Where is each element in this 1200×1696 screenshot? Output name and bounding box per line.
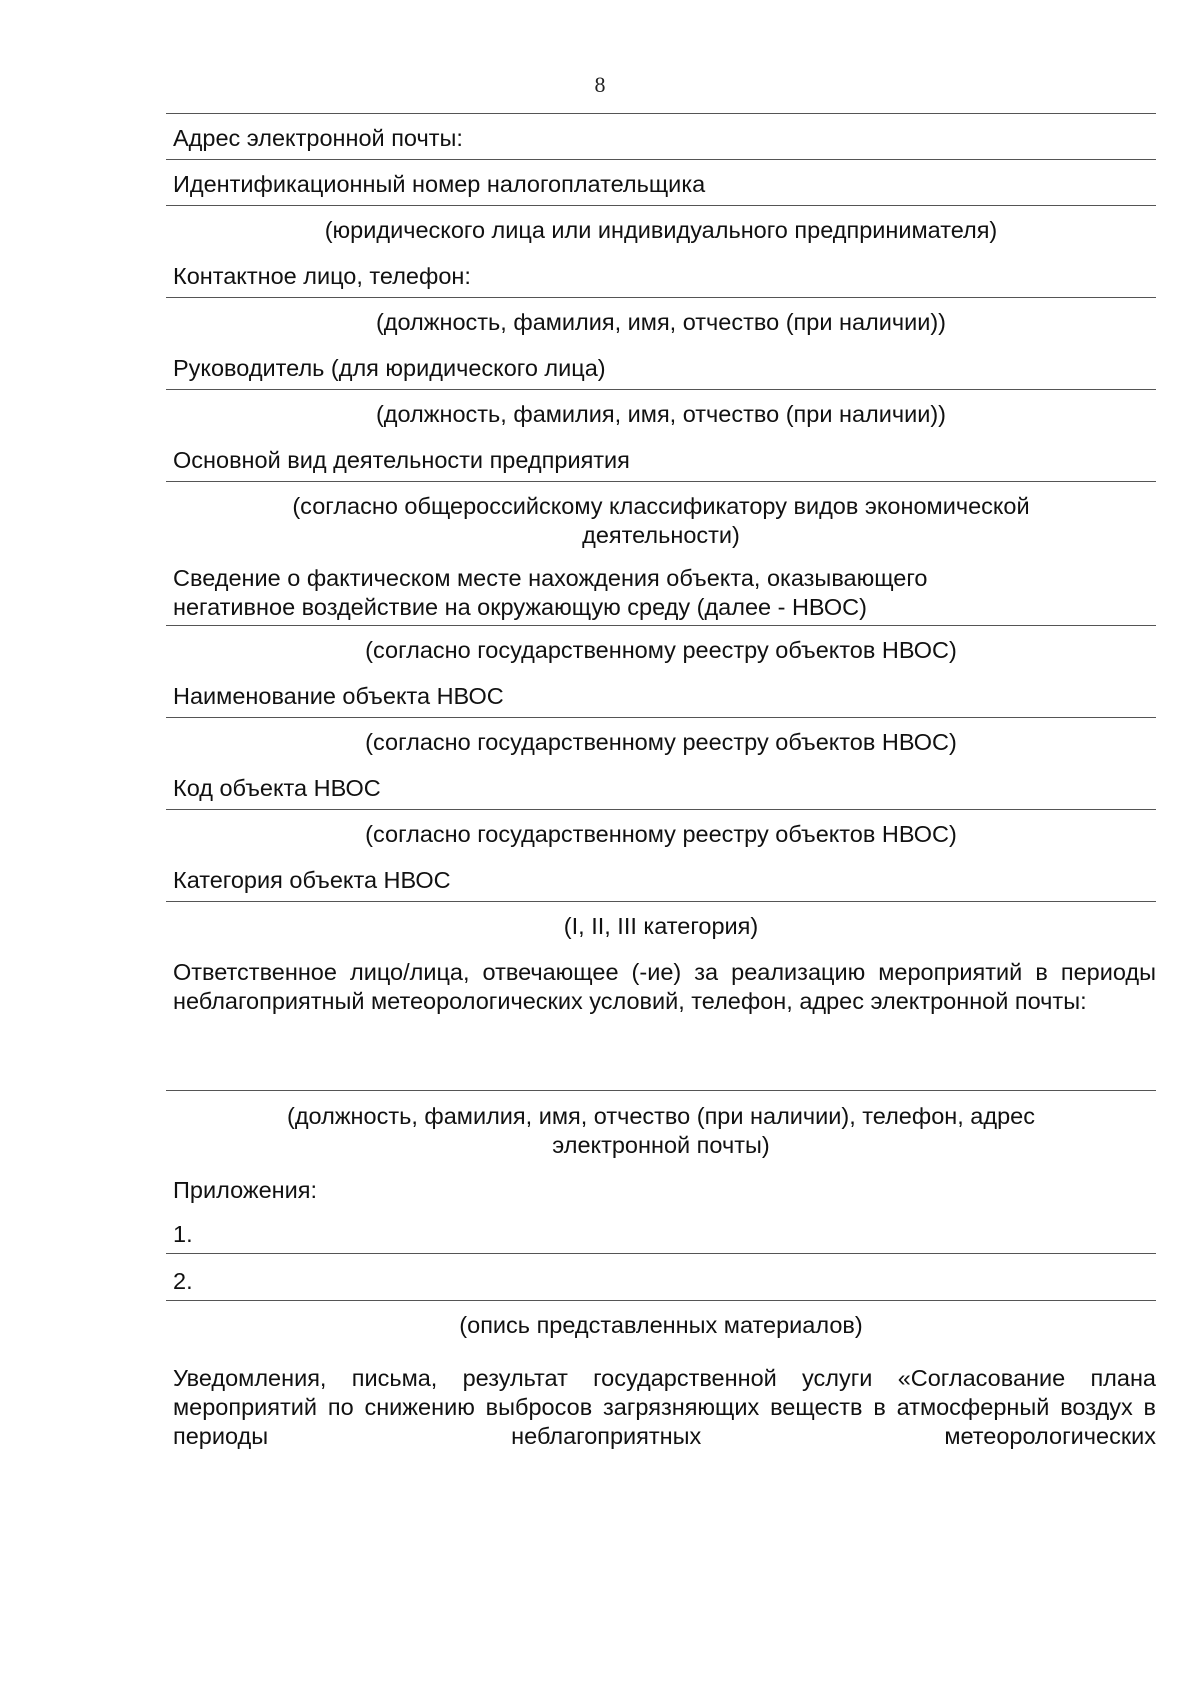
location-field-line <box>166 625 1156 626</box>
attachment-line-1 <box>166 1253 1156 1254</box>
director-field-line <box>166 389 1156 390</box>
category-caption: (I, II, III категория) <box>563 913 759 939</box>
inn-label: Идентификационный номер налогоплательщика <box>173 171 706 197</box>
director-label: Руководитель (для юридического лица) <box>173 355 606 381</box>
attachment-item-1: 1. <box>173 1221 193 1247</box>
activity-caption: (согласно общероссийскому классификатору видов экономической деятельности) <box>292 493 1030 548</box>
email-label: Адрес электронной почты: <box>173 125 463 151</box>
object-name-label: Наименование объекта НВОС <box>173 683 504 709</box>
location-caption: (согласно государственному реестру объектов НВОС) <box>365 637 957 663</box>
attachments-caption: (опись представленных материалов) <box>459 1312 863 1338</box>
page-number: 8 <box>594 72 606 97</box>
responsible-caption: (должность, фамилия, имя, отчество (при наличии), телефон, адрес электронной почты) <box>287 1103 1035 1158</box>
attachment-item-2: 2. <box>173 1268 193 1294</box>
category-label: Категория объекта НВОС <box>173 867 451 893</box>
object-code-caption: (согласно государственному реестру объектов НВОС) <box>365 821 957 847</box>
notice-paragraph: Уведомления, письма, результат государственной услуги «Согласование плана мероприятий по снижению выбросов загрязняющих веществ в атмосферный воздух в периоды неблагоприятных метеорологических <box>173 1365 1156 1449</box>
email-field-line <box>166 159 1156 160</box>
top-divider <box>166 113 1156 114</box>
director-caption: (должность, фамилия, имя, отчество (при наличии)) <box>375 401 947 427</box>
responsible-label: Ответственное лицо/лица, отвечающее (-ие) за реализацию мероприятий в периоды неблагоприятный метеорологических условий, телефон, адрес электронной почты: <box>173 959 1156 1014</box>
object-name-caption: (согласно государственному реестру объектов НВОС) <box>365 729 957 755</box>
category-field-line <box>166 901 1156 902</box>
attachments-label: Приложения: <box>173 1177 318 1203</box>
activity-field-line <box>166 481 1156 482</box>
attachment-line-2 <box>166 1300 1156 1301</box>
location-label: Сведение о фактическом месте нахождения объекта, оказывающего негативное воздействие на окружающую среду (далее - НВОС) <box>173 565 928 620</box>
contact-caption: (должность, фамилия, имя, отчество (при наличии)) <box>375 309 947 335</box>
contact-field-line <box>166 297 1156 298</box>
inn-field-line <box>166 205 1156 206</box>
object-name-field-line <box>166 717 1156 718</box>
inn-caption: (юридического лица или индивидуального предпринимателя) <box>324 217 998 243</box>
object-code-label: Код объекта НВОС <box>173 775 381 801</box>
object-code-field-line <box>166 809 1156 810</box>
activity-label: Основной вид деятельности предприятия <box>173 447 630 473</box>
contact-label: Контактное лицо, телефон: <box>173 263 471 289</box>
responsible-field-line <box>166 1090 1156 1091</box>
